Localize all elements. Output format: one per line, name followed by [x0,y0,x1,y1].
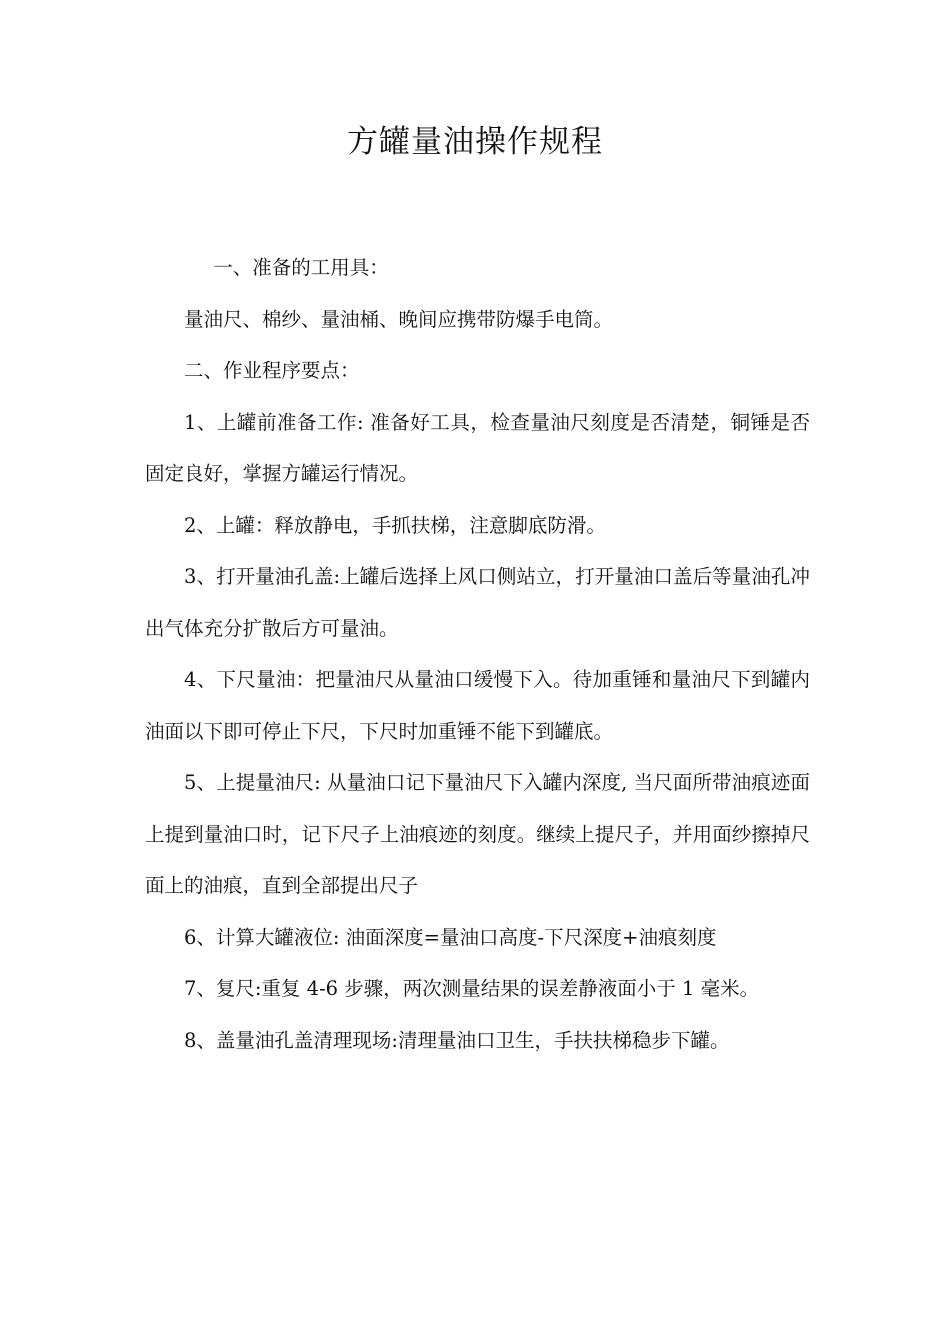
paragraph-step-8: 8、盖量油孔盖清理现场:清理量油口卫生，手扶扶梯稳步下罐。 [184,1028,730,1052]
paragraph-step-2: 2、上罐：释放静电，手抓扶梯，注意脚底防滑。 [184,513,606,537]
paragraph-tools-list: 量油尺、棉纱、量油桶、晚间应携带防爆手电筒。 [184,307,614,331]
paragraph-step-5: 5、上提量油尺: 从量油口记下量油尺下入罐内深度, 当尺面所带油痕迹面上提到量油口时，记下尺子上油痕迹的刻度。继续上提尺子，并用面纱擦掉尺面上的油痕，直到全部提出尺子 [145,771,810,897]
paragraph-step-7: 7、复尺:重复 4-6 步骤，两次测量结果的误差静液面小于 1 毫米。 [184,977,760,1000]
paragraph-step-3: 3、打开量油孔盖:上罐后选择上风口侧站立，打开量油口盖后等量油孔冲出气体充分扩散后方可量油。 [145,565,810,640]
document-body [145,242,810,1066]
paragraph-step-4: 4、下尺量油：把量油尺从量油口缓慢下入。待加重锤和量油尺下到罐内油面以下即可停止下尺，下尺时加重锤不能下到罐底。 [145,668,810,743]
paragraph-step-1: 1、上罐前准备工作: 准备好工具，检查量油尺刻度是否清楚，铜锤是否固定良好，掌握方罐运行情况。 [145,410,810,485]
paragraph-step-6: 6、计算大罐液位: 油面深度=量油口高度-下尺深度+油痕刻度 [184,925,717,949]
section-heading-tools: 一、准备的工用具： [213,256,389,279]
section-heading-procedure: 二、作业程序要点： [184,359,360,382]
document-title: 方罐量油操作规程 [347,124,603,160]
